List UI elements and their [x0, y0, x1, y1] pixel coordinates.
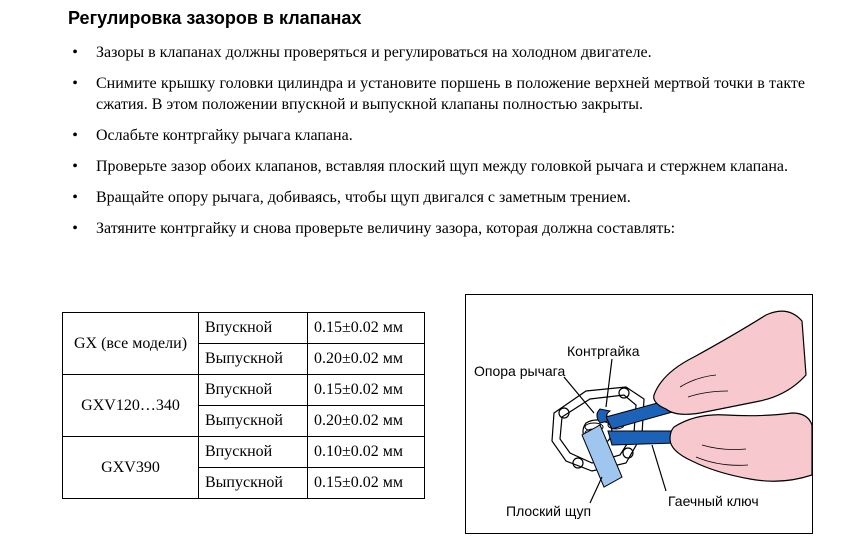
valve-type-cell: Выпускной [199, 344, 308, 375]
model-cell: GXV390 [63, 437, 199, 499]
valve-type-cell: Выпускной [199, 406, 308, 437]
list-item: • Вращайте опору рычага, добиваясь, чтобы щуп двигался с заметным трением. [68, 187, 805, 208]
illustration-drawing [466, 295, 812, 533]
valve-type-cell: Впускной [199, 375, 308, 406]
valve-adjustment-illustration [465, 294, 813, 534]
table-row [63, 437, 425, 468]
model-cell: GX (все модели) [63, 313, 199, 375]
clearance-table [62, 312, 425, 499]
clearance-value-cell: 0.15±0.02 мм [308, 375, 425, 406]
list-item: • Ослабьте контргайку рычага клапана. [68, 125, 805, 146]
list-item: • Проверьте зазор обоих клапанов, вставляя плоский щуп между головкой рычага и стержнем клапана. [68, 156, 805, 177]
valve-type-cell: Выпускной [199, 468, 308, 499]
list-item: • Затяните контргайку и снова проверьте величину зазора, которая должна составлять: [68, 218, 805, 239]
wrench-label: Гаечный ключ [668, 493, 759, 509]
page-title: Регулировка зазоров в клапанах [68, 8, 362, 28]
list-item: • Зазоры в клапанах должны проверяться и регулироваться на холодном двигателе. [68, 42, 805, 63]
rocker-pivot-label: Опора рычага [474, 363, 566, 379]
bullet-icon: • [72, 158, 78, 175]
feeler-gauge-label: Плоский щуп [506, 503, 592, 519]
clearance-value-cell: 0.15±0.02 мм [308, 468, 425, 499]
bullet-icon: • [72, 220, 78, 237]
table-row [63, 375, 425, 406]
clearance-value-cell: 0.20±0.02 мм [308, 406, 425, 437]
bullet-icon: • [72, 127, 78, 144]
valve-type-cell: Впускной [199, 437, 308, 468]
bullet-icon: • [72, 189, 78, 206]
locknut-label: Контргайка [567, 343, 640, 359]
upper-hand-drawing [654, 311, 806, 414]
list-item: • Снимите крышку головки цилиндра и установите поршень в положение верхней мертвой точки в такте сжатия. В этом положении впускной и выпускной клапаны полностью закрыты. [68, 73, 805, 115]
table-row [63, 313, 425, 344]
model-cell: GXV120…340 [63, 375, 199, 437]
clearance-value-cell: 0.10±0.02 мм [308, 437, 425, 468]
clearance-value-cell: 0.15±0.02 мм [308, 313, 425, 344]
clearance-value-cell: 0.20±0.02 мм [308, 344, 425, 375]
instruction-list [68, 42, 805, 249]
bullet-icon: • [72, 44, 78, 61]
lower-hand-drawing [670, 413, 812, 481]
bullet-icon: • [72, 75, 78, 92]
valve-type-cell: Впускной [199, 313, 308, 344]
